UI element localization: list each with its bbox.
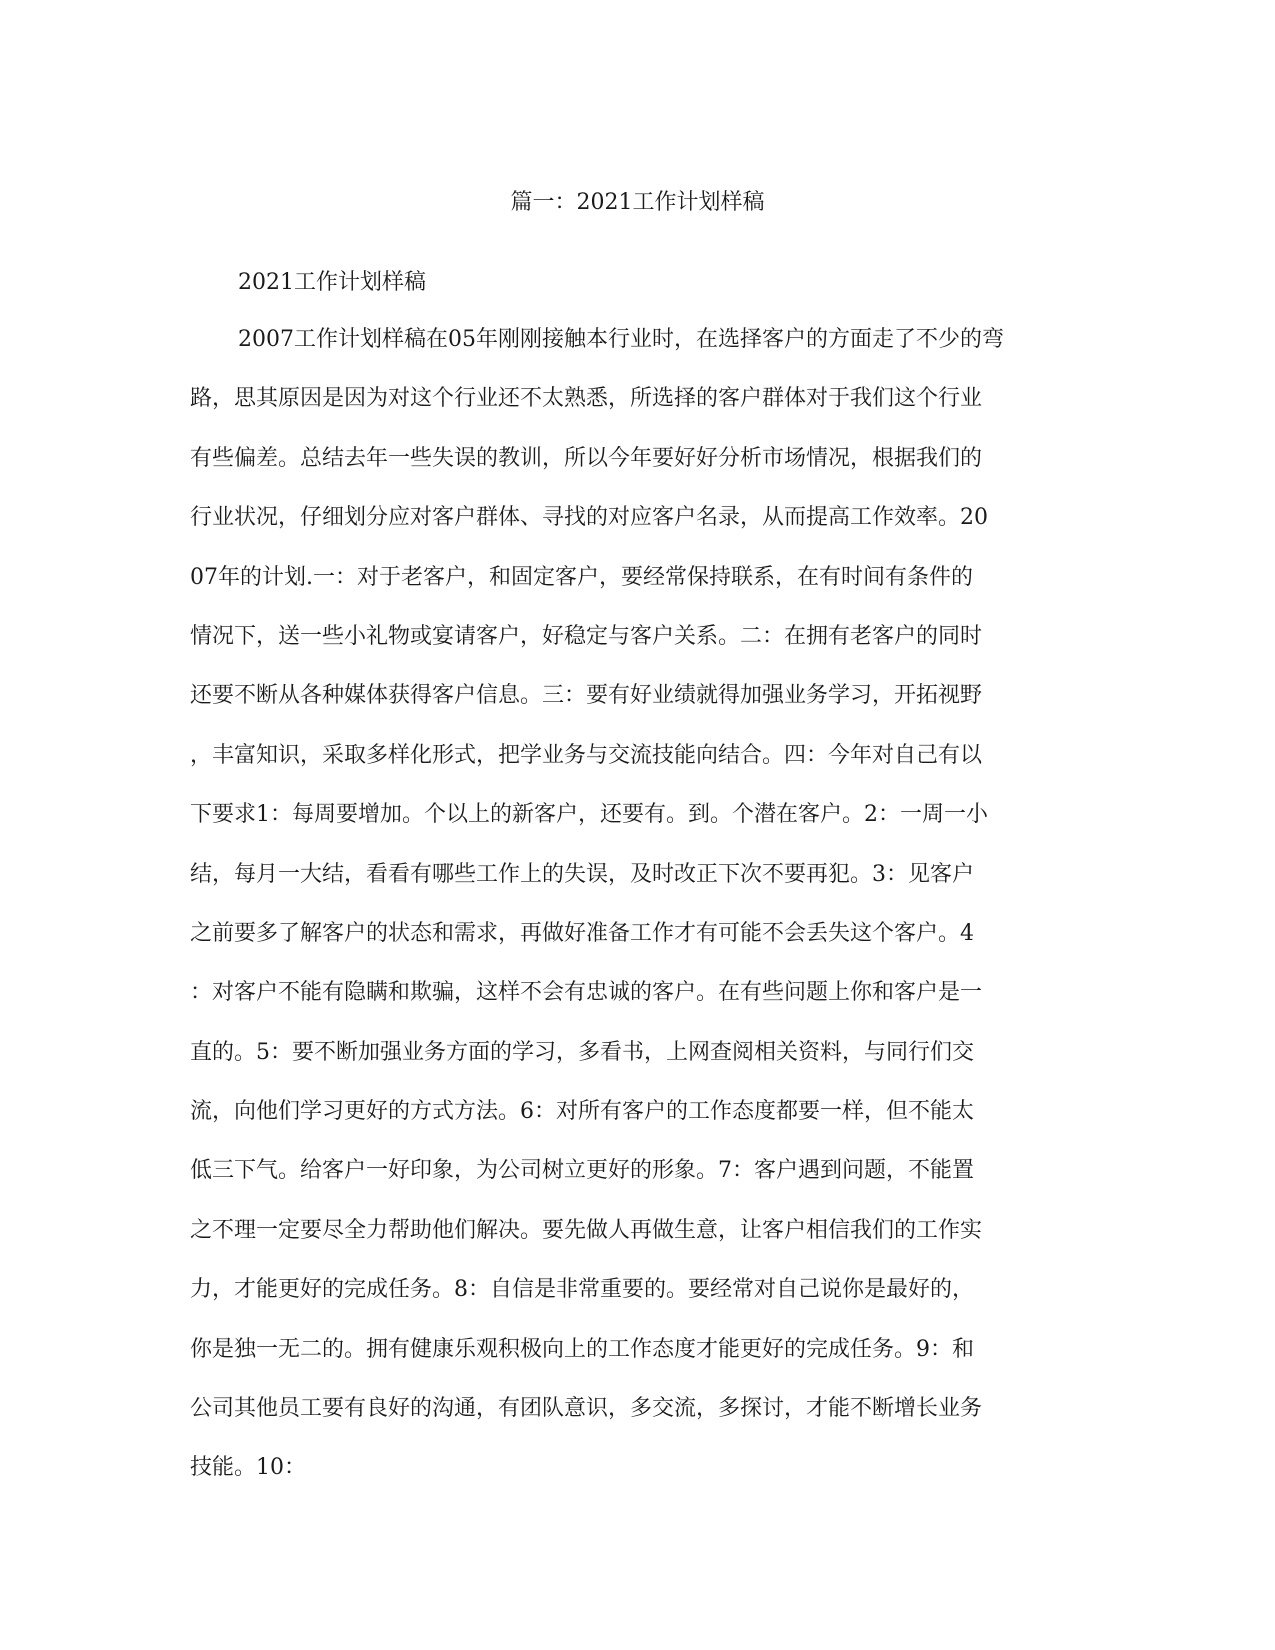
body-line: 流，向他们学习更好的方式方法。6：对所有客户的工作态度都要一样，但不能太 (190, 1099, 974, 1125)
body-line: 之前要多了解客户的状态和需求，再做好准备工作才有可能不会丢失这个客户。4 (190, 920, 974, 946)
body-line: 行业状况，仔细划分应对客户群体、寻找的对应客户名录，从而提高工作效率。20 (190, 505, 988, 531)
body-line: 技能。10： (190, 1455, 306, 1481)
document-subtitle: 2021工作计划样稿 (238, 270, 426, 295)
body-line: 07年的计划.一：对于老客户，和固定客户，要经常保持联系，在有时间有条件的 (190, 564, 973, 590)
body-line: 情况下，送一些小礼物或宴请客户，好稳定与客户关系。二：在拥有老客户的同时 (190, 623, 983, 649)
body-line: ，丰富知识，采取多样化形式，把学业务与交流技能向结合。四：今年对自己有以 (190, 742, 983, 768)
body-line: 下要求1：每周要增加。个以上的新客户，还要有。到。个潜在客户。2：一周一小 (190, 802, 988, 828)
body-line: 2007工作计划样稿在05年刚刚接触本行业时，在选择客户的方面走了不少的弯 (238, 327, 1004, 352)
body-line: 有些偏差。总结去年一些失误的教训，所以今年要好好分析市场情况，根据我们的 (190, 445, 983, 471)
document-title: 篇一：2021工作计划样稿 (510, 190, 765, 215)
body-line: 还要不断从各种媒体获得客户信息。三：要有好业绩就得加强业务学习，开拓视野 (190, 683, 983, 709)
body-line: 直的。5：要不断加强业务方面的学习，多看书，上网查阅相关资料，与同行们交 (190, 1039, 974, 1065)
document-body (190, 310, 1090, 1498)
body-line: 结，每月一大结，看看有哪些工作上的失误，及时改正下次不要再犯。3：见客户 (190, 861, 974, 887)
body-line: ：对客户不能有隐瞒和欺骗，这样不会有忠诚的客户。在有些问题上你和客户是一 (190, 980, 983, 1006)
body-line: 低三下气。给客户一好印象，为公司树立更好的形象。7：客户遇到问题，不能置 (190, 1158, 974, 1184)
body-line: 你是独一无二的。拥有健康乐观积极向上的工作态度才能更好的完成任务。9：和 (190, 1336, 974, 1362)
body-line: 公司其他员工要有良好的沟通，有团队意识，多交流，多探讨，才能不断增长业务 (190, 1396, 983, 1422)
body-line: 之不理一定要尽全力帮助他们解决。要先做人再做生意，让客户相信我们的工作实 (190, 1217, 983, 1243)
body-line: 路，思其原因是因为对这个行业还不太熟悉，所选择的客户群体对于我们这个行业 (190, 386, 983, 412)
body-line: 力，才能更好的完成任务。8：自信是非常重要的。要经常对自己说你是最好的， (190, 1277, 974, 1303)
